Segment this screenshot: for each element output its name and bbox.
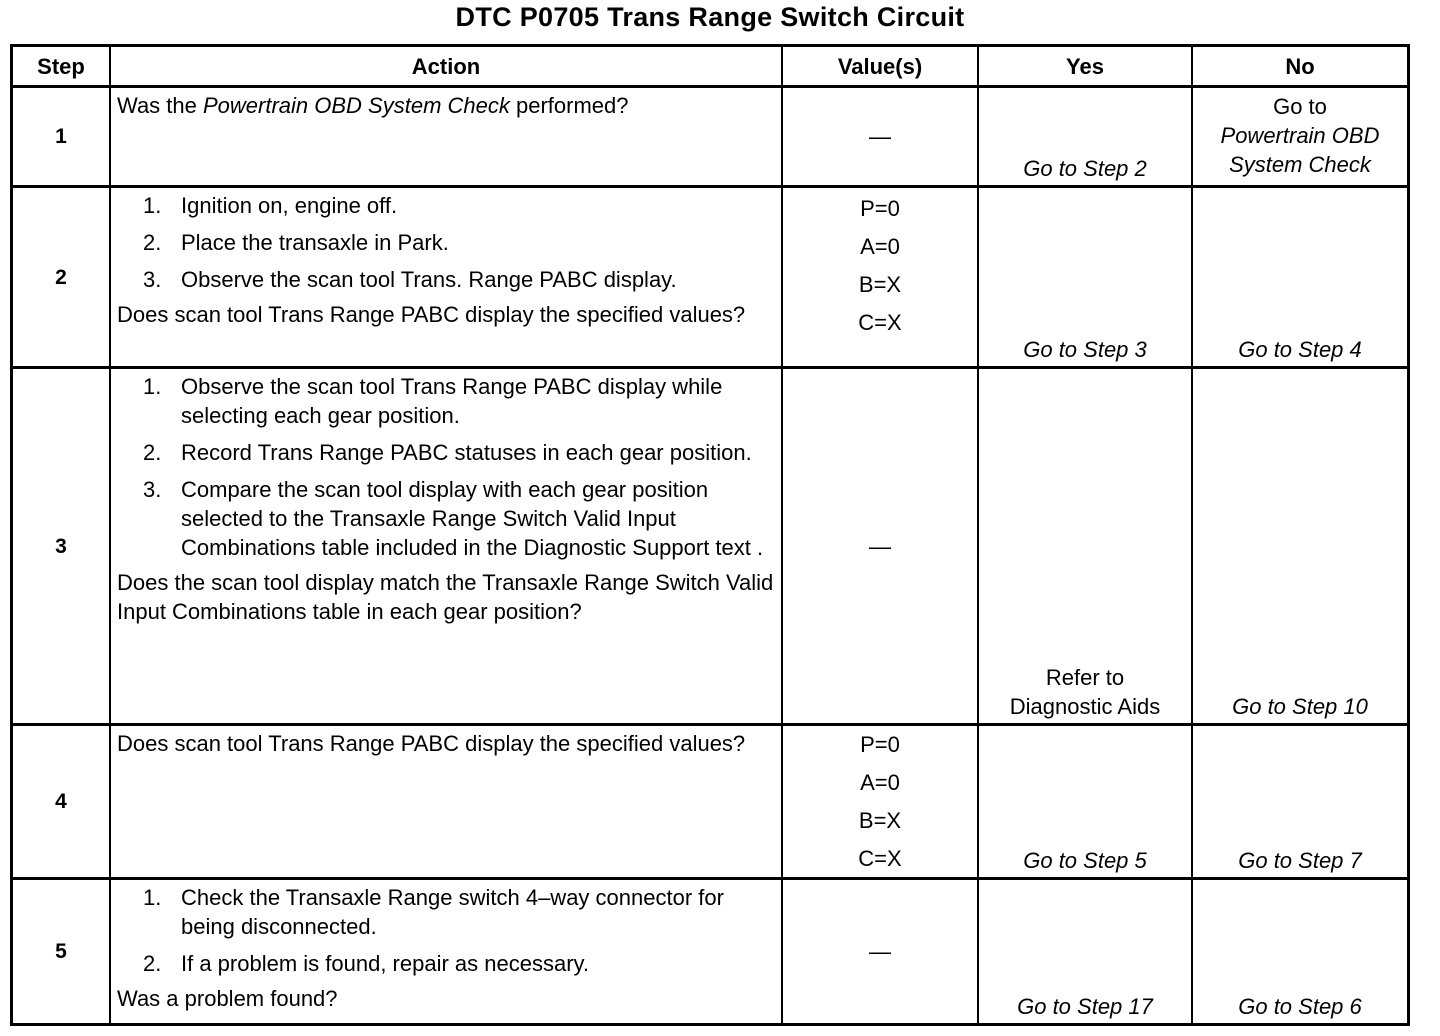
table-row-step-4 <box>13 726 1407 880</box>
no-link[interactable]: Go to Step 6 <box>1238 994 1362 1019</box>
yes-link[interactable]: Refer to Diagnostic Aids <box>1009 665 1161 719</box>
action-steps <box>117 883 775 978</box>
action-question: Was the Powertrain OBD System Check performed? <box>117 93 629 118</box>
value-list: P=0 A=0 B=X C=X <box>858 731 902 871</box>
value-list: P=0 A=0 B=X C=X <box>858 196 902 335</box>
no-link[interactable]: Go to Powertrain OBD System Check <box>1220 94 1380 177</box>
list-item: 1. Observe the scan tool Trans Range PABC display while selecting each gear position. <box>143 374 723 428</box>
value-dash: — <box>869 124 891 149</box>
no-link[interactable]: Go to Step 10 <box>1232 694 1368 719</box>
no-link[interactable]: Go to Step 7 <box>1238 848 1362 873</box>
yes-link[interactable]: Go to Step 17 <box>1017 994 1153 1019</box>
header-step: Step <box>13 47 111 85</box>
table-header-row <box>13 47 1407 88</box>
action-steps <box>117 191 775 294</box>
value-dash: — <box>869 939 891 964</box>
table-row-step-3 <box>13 369 1407 726</box>
no-link[interactable]: Go to Step 4 <box>1238 337 1362 362</box>
table-row-step-1 <box>13 88 1407 188</box>
list-item: 3. Observe the scan tool Trans. Range PABC display. <box>143 267 677 292</box>
list-item: 1. Ignition on, engine off. <box>143 193 398 218</box>
header-no: No <box>1285 53 1315 79</box>
yes-link[interactable]: Go to Step 3 <box>1023 337 1147 362</box>
step-number: 3 <box>55 534 67 558</box>
step-number: 4 <box>55 790 67 813</box>
yes-link[interactable]: Go to Step 5 <box>1023 848 1147 873</box>
list-item: 2. Record Trans Range PABC statuses in each gear position. <box>143 440 752 465</box>
list-item: 2. If a problem is found, repair as necessary. <box>143 951 590 976</box>
header-action: Action <box>111 47 783 85</box>
header-values: Value(s) <box>783 47 979 85</box>
list-item: 1. Check the Transaxle Range switch 4–way connector for being disconnected. <box>143 885 724 939</box>
diagnostic-table <box>10 44 1410 1026</box>
list-item: 3. Compare the scan tool display with each gear position selected to the Transaxle Range Switch Valid Input Combinations table included in the Diagnostic Support text . <box>143 477 764 560</box>
list-item: 2. Place the transaxle in Park. <box>143 230 449 255</box>
step-number: 5 <box>55 940 67 963</box>
action-steps <box>117 372 775 562</box>
yes-link[interactable]: Go to Step 2 <box>1023 156 1147 181</box>
action-question: Was a problem found? <box>117 986 338 1011</box>
step-number: 2 <box>55 265 67 289</box>
action-question: Does scan tool Trans Range PABC display the specified values? <box>117 302 746 327</box>
table-row-step-5 <box>13 880 1407 1023</box>
header-yes: Yes <box>979 47 1193 85</box>
value-dash: — <box>869 533 891 559</box>
table-row-step-2 <box>13 188 1407 369</box>
action-question: Does the scan tool display match the Transaxle Range Switch Valid Input Combinations table in each gear position? <box>117 570 774 624</box>
action-question: Does scan tool Trans Range PABC display the specified values? <box>117 731 746 756</box>
step-number: 1 <box>55 125 67 148</box>
page-title: DTC P0705 Trans Range Switch Circuit <box>455 2 965 32</box>
